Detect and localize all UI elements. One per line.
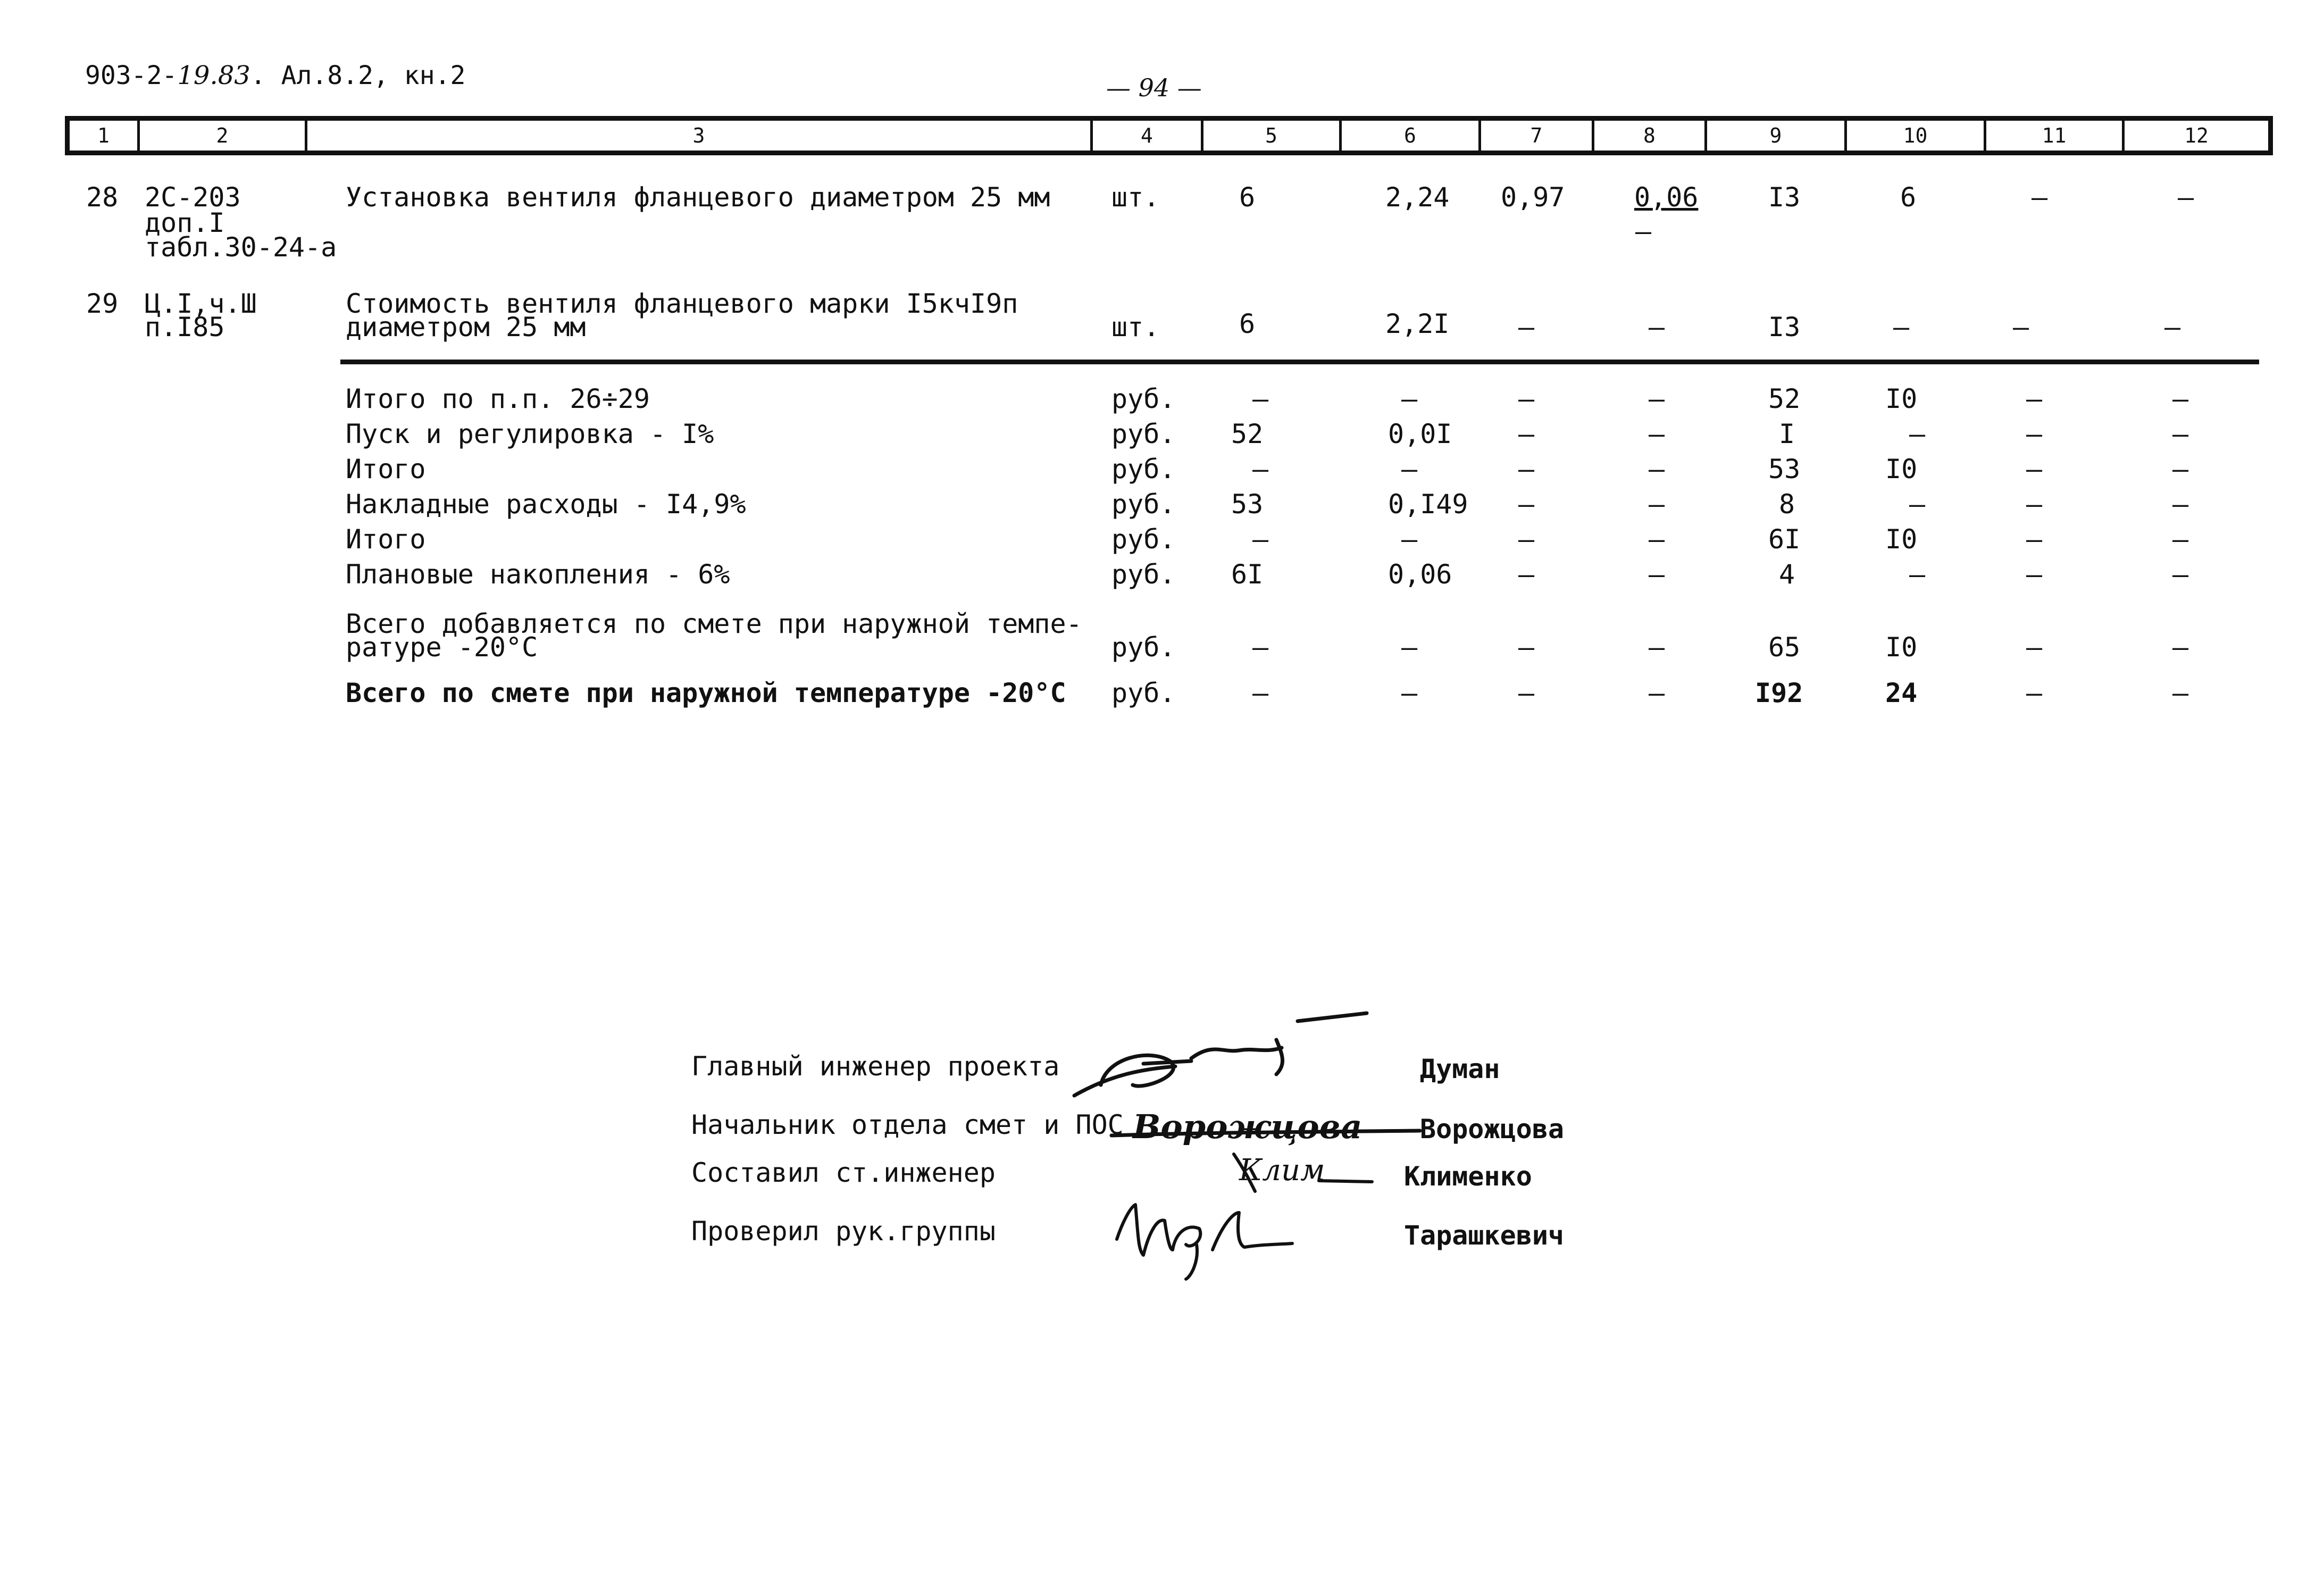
cell-col10: 6 bbox=[1900, 182, 1917, 213]
row-number: 28 bbox=[86, 182, 119, 213]
col-header-6: 6 bbox=[1404, 124, 1416, 147]
cell-col7: – bbox=[1518, 632, 1535, 663]
signatory-name: Ворожцова bbox=[1420, 1114, 1564, 1145]
cell-col5: 53 bbox=[1231, 489, 1264, 520]
cell-col8: 0,06 bbox=[1634, 182, 1699, 213]
cell-col10: I0 bbox=[1885, 524, 1918, 555]
cell-col5: 6 bbox=[1239, 308, 1256, 339]
cell-col6: 2,2I bbox=[1385, 308, 1450, 339]
handwritten-signature bbox=[1064, 1011, 1383, 1117]
cell-col5: 6 bbox=[1239, 182, 1256, 213]
unit: руб. bbox=[1111, 489, 1176, 520]
cell-col5: – bbox=[1252, 383, 1269, 414]
reference-line: Ц.I,ч.Ш bbox=[145, 288, 257, 319]
cell-col11: – bbox=[2026, 383, 2043, 414]
grand-total-label: Всего добавляется по смете при наружной темпе- bbox=[346, 608, 1082, 639]
cell-col8: – bbox=[1649, 383, 1665, 414]
reference-line: табл.30-24-а bbox=[145, 232, 337, 263]
cell-col12: – bbox=[2172, 489, 2189, 520]
cell-col12: – bbox=[2178, 182, 2194, 213]
cell-col8: – bbox=[1649, 419, 1665, 449]
cell-col6: – bbox=[1401, 454, 1418, 485]
document-reference bbox=[85, 63, 465, 88]
cell-col7: – bbox=[1518, 489, 1535, 520]
cell-col5: – bbox=[1252, 678, 1269, 708]
unit: шт. bbox=[1111, 312, 1160, 343]
cell-col12: – bbox=[2172, 383, 2189, 414]
cell-col12: – bbox=[2172, 524, 2189, 555]
total-label: Пуск и регулировка - I% bbox=[346, 419, 714, 449]
cell-col9: I92 bbox=[1755, 678, 1803, 708]
col-header-12: 12 bbox=[2184, 124, 2209, 147]
description: Стоимость вентиля фланцевого марки I5кчI9п bbox=[346, 288, 1018, 319]
cell-col11: – bbox=[2026, 632, 2043, 663]
cell-col12: – bbox=[2172, 454, 2189, 485]
col-header-3: 3 bbox=[692, 124, 705, 147]
doc-code-rest: . Ал.8.2, кн.2 bbox=[250, 61, 466, 90]
col-header-1: 1 bbox=[97, 124, 110, 147]
cell-col11: – bbox=[2026, 678, 2043, 708]
cell-col5: – bbox=[1252, 454, 1269, 485]
cell-col10: 24 bbox=[1885, 678, 1918, 708]
cell-col5: – bbox=[1252, 632, 1269, 663]
total-label: Итого bbox=[346, 454, 426, 485]
cell-col7: – bbox=[1518, 678, 1535, 708]
unit: шт. bbox=[1111, 182, 1160, 213]
reference-line: доп.I bbox=[145, 207, 225, 238]
col-header-4: 4 bbox=[1141, 124, 1153, 147]
col-header-9: 9 bbox=[1769, 124, 1782, 147]
cell-col11: – bbox=[2032, 182, 2048, 213]
signatory-role: Начальник отдела смет и ПОС bbox=[691, 1109, 1124, 1140]
col-header-11: 11 bbox=[2042, 124, 2067, 147]
row-number: 29 bbox=[86, 288, 119, 319]
total-label: Плановые накопления - 6% bbox=[346, 559, 730, 590]
description: диаметром 25 мм bbox=[346, 312, 586, 343]
cell-col10: I0 bbox=[1885, 632, 1918, 663]
cell-col8: – bbox=[1649, 312, 1665, 343]
doc-code: 903-2- bbox=[85, 61, 178, 90]
cell-col6: 0,0I bbox=[1388, 419, 1452, 449]
cell-col9: I bbox=[1779, 419, 1795, 449]
cell-col11: – bbox=[2026, 454, 2043, 485]
cell-col6: 0,06 bbox=[1388, 559, 1452, 590]
signatory-name: Тарашкевич bbox=[1404, 1220, 1565, 1251]
cell-col7: – bbox=[1518, 312, 1535, 343]
signatory-name: Клименко bbox=[1404, 1161, 1532, 1192]
signature-stroke bbox=[1106, 1122, 1425, 1143]
grand-total-label: ратуре -20°С bbox=[346, 632, 538, 663]
cell-col10: I0 bbox=[1885, 383, 1918, 414]
col-header-2: 2 bbox=[216, 124, 229, 147]
cell-col7: – bbox=[1518, 454, 1535, 485]
cell-col5: – bbox=[1252, 524, 1269, 555]
signatory-role: Проверил рук.группы bbox=[691, 1216, 996, 1247]
unit: руб. bbox=[1111, 419, 1176, 449]
cell-col8-secondary: – bbox=[1635, 216, 1652, 247]
cell-col11: – bbox=[2026, 419, 2043, 449]
cell-col9: 52 bbox=[1768, 383, 1801, 414]
cell-col8: – bbox=[1649, 632, 1665, 663]
unit: руб. bbox=[1111, 454, 1176, 485]
section-divider bbox=[340, 360, 2259, 364]
cell-col10: – bbox=[1909, 419, 1926, 449]
cell-col8: – bbox=[1649, 678, 1665, 708]
cell-col6: 0,I49 bbox=[1388, 489, 1468, 520]
cell-col5: 6I bbox=[1231, 559, 1264, 590]
unit: руб. bbox=[1111, 559, 1176, 590]
cell-col7: 0,97 bbox=[1501, 182, 1565, 213]
doc-code-handwritten: 19.83 bbox=[177, 61, 250, 90]
cell-col5: 52 bbox=[1231, 419, 1264, 449]
cell-col12: – bbox=[2172, 632, 2189, 663]
cell-col7: – bbox=[1518, 383, 1535, 414]
cell-col12: – bbox=[2172, 559, 2189, 590]
cell-col9: I3 bbox=[1768, 182, 1801, 213]
col-header-10: 10 bbox=[1903, 124, 1928, 147]
cell-col9: 53 bbox=[1768, 454, 1801, 485]
signature-stroke bbox=[1223, 1149, 1383, 1197]
cell-col9: 6I bbox=[1768, 524, 1801, 555]
cell-col10: I0 bbox=[1885, 454, 1918, 485]
total-label: Накладные расходы - I4,9% bbox=[346, 489, 746, 520]
cell-col12: – bbox=[2164, 312, 2181, 343]
handwritten-signature: Клим bbox=[1239, 1153, 1325, 1188]
handwritten-signature bbox=[1106, 1191, 1298, 1282]
cell-col6: 2,24 bbox=[1385, 182, 1450, 213]
reference-line: п.I85 bbox=[145, 312, 225, 343]
cell-col6: – bbox=[1401, 524, 1418, 555]
unit: руб. bbox=[1111, 383, 1176, 414]
cell-col8: – bbox=[1649, 489, 1665, 520]
grand-total-label: Всего по смете при наружной температуре -20°С bbox=[346, 678, 1066, 708]
cell-col9: I3 bbox=[1768, 312, 1801, 343]
cell-col11: – bbox=[2026, 559, 2043, 590]
cell-col12: – bbox=[2172, 678, 2189, 708]
cell-col6: – bbox=[1401, 383, 1418, 414]
cell-col12: – bbox=[2172, 419, 2189, 449]
cell-col8: – bbox=[1649, 454, 1665, 485]
cell-col7: – bbox=[1518, 419, 1535, 449]
cell-col10: – bbox=[1909, 489, 1926, 520]
cell-col10: – bbox=[1909, 559, 1926, 590]
reference-line: 2С-203 bbox=[145, 182, 241, 213]
unit: руб. bbox=[1111, 632, 1176, 663]
unit: руб. bbox=[1111, 524, 1176, 555]
col-header-7: 7 bbox=[1530, 124, 1543, 147]
total-label: Итого по п.п. 26÷29 bbox=[346, 383, 650, 414]
signatory-role: Составил ст.инженер bbox=[691, 1157, 996, 1188]
cell-col9: 8 bbox=[1779, 489, 1795, 520]
cell-col6: – bbox=[1401, 678, 1418, 708]
cell-col8: – bbox=[1649, 559, 1665, 590]
cell-col8: – bbox=[1649, 524, 1665, 555]
signatory-name: Думан bbox=[1420, 1054, 1500, 1084]
handwritten-signature: Ворожцова bbox=[1133, 1107, 1362, 1146]
page-number: — 94 — bbox=[1106, 73, 1202, 102]
cell-col6: – bbox=[1401, 632, 1418, 663]
cell-col11: – bbox=[2026, 489, 2043, 520]
signatory-role: Главный инженер проекта bbox=[691, 1051, 1060, 1082]
description: Установка вентиля фланцевого диаметром 25 мм bbox=[346, 182, 1050, 213]
col-header-8: 8 bbox=[1643, 124, 1656, 147]
cell-col9: 4 bbox=[1779, 559, 1795, 590]
total-label: Итого bbox=[346, 524, 426, 555]
unit: руб. bbox=[1111, 678, 1176, 708]
col-header-5: 5 bbox=[1265, 124, 1277, 147]
cell-col7: – bbox=[1518, 524, 1535, 555]
cell-col10: – bbox=[1893, 312, 1910, 343]
cell-col11: – bbox=[2013, 312, 2029, 343]
cell-col9: 65 bbox=[1768, 632, 1801, 663]
cell-col11: – bbox=[2026, 524, 2043, 555]
cell-col7: – bbox=[1518, 559, 1535, 590]
